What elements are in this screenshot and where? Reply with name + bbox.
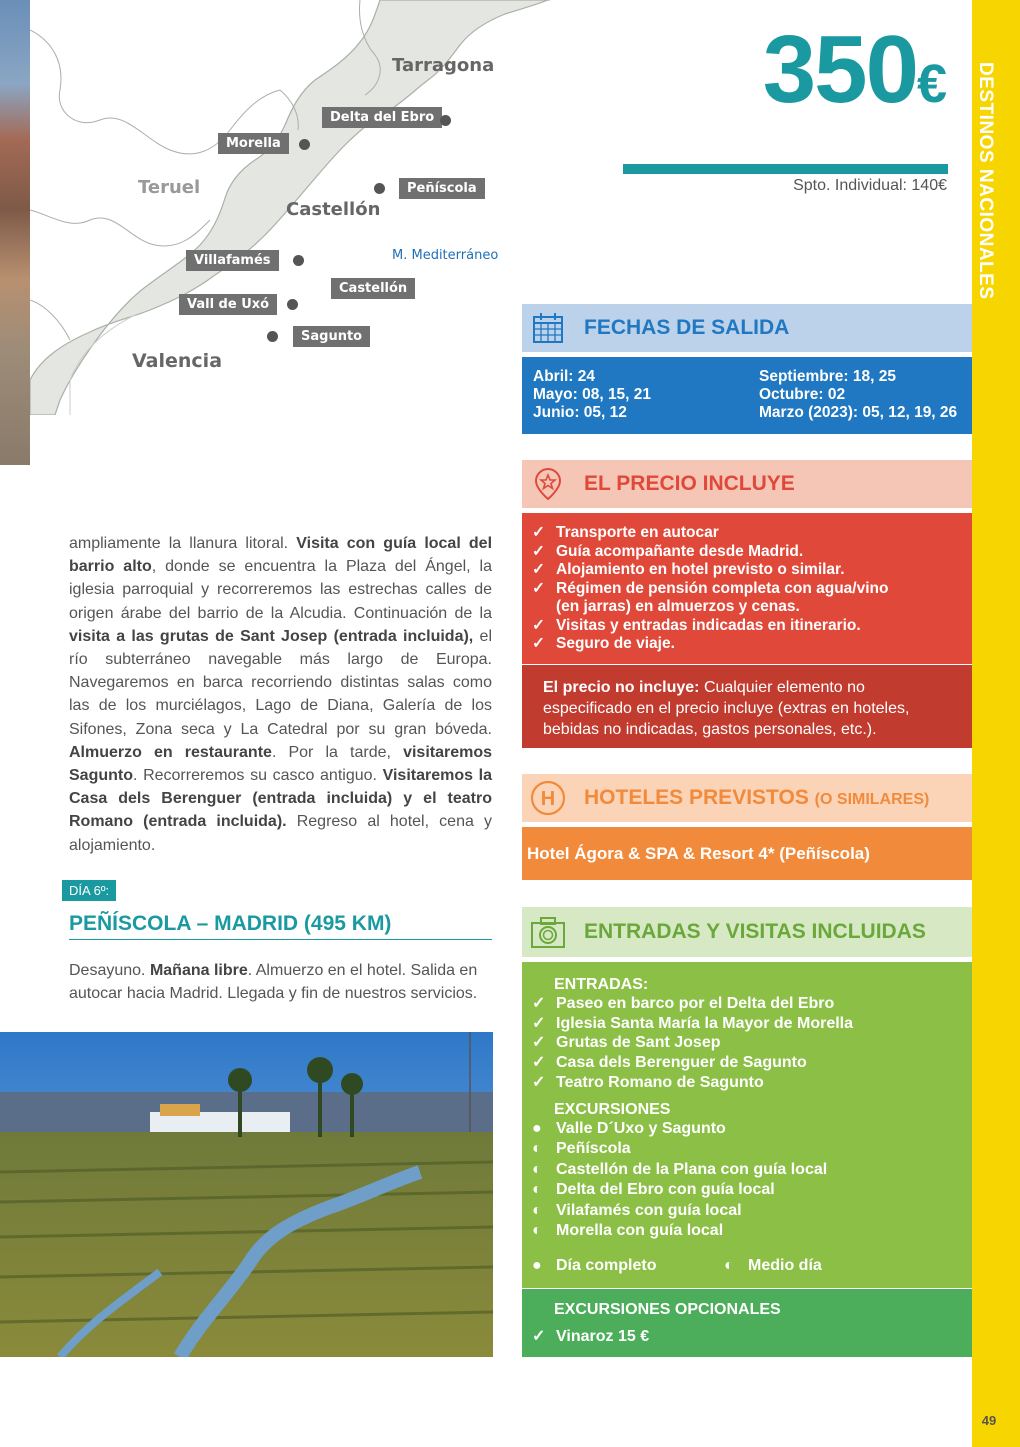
no-incluye-box — [522, 665, 972, 748]
route-map — [30, 0, 550, 415]
region-tarragona: Tarragona — [392, 55, 495, 76]
incluye-list — [522, 513, 972, 664]
incluye-title: EL PRECIO INCLUYE — [584, 472, 795, 495]
half-day-icon: ◐ — [532, 1140, 542, 1158]
price-currency: € — [916, 54, 945, 114]
incluye-item: ✓ Régimen de pensión completa con agua/vino — [532, 579, 889, 597]
no-incluye-text: Cualquier elemento no especificado en el precio incluye (extras en hoteles, bebidas no indicadas, gastos personales, etc.). — [543, 679, 910, 738]
hotel-icon — [530, 780, 566, 816]
fecha-line: Septiembre: 18, 25 — [759, 368, 896, 385]
opcional-item: ✓ Vinaroz 15 € — [532, 1328, 650, 1345]
fechas-col-right — [759, 368, 957, 422]
half-day-icon: ◐ — [532, 1181, 542, 1199]
fecha-line: Marzo (2023): 05, 12, 19, 26 — [759, 404, 958, 421]
fecha-line: Mayo: 08, 15, 21 — [533, 386, 652, 403]
price-amount: 350 — [762, 16, 917, 123]
price — [762, 16, 945, 123]
map-dot — [440, 115, 451, 126]
section-band-title: DESTINOS NACIONALES — [975, 62, 996, 300]
half-day-icon: ◐ — [532, 1222, 542, 1240]
hotel-name: Hotel Ágora & SPA & Resort 4* (Peñíscola) — [522, 827, 972, 880]
entradas-header — [522, 907, 972, 957]
fechas-header — [522, 304, 972, 352]
incluye-item: ✓ Transporte en autocar — [532, 524, 719, 541]
incluye-item-continued: (en jarras) en almuerzos y cenas. — [556, 598, 800, 615]
excursion-item: ◐ Morella con guía local — [532, 1221, 962, 1242]
region-valencia: Valencia — [132, 350, 223, 372]
fecha-line: Junio: 05, 12 — [533, 404, 627, 421]
camera-icon — [530, 914, 566, 950]
fecha-line: Abril: 24 — [533, 368, 596, 385]
rice-field-photo — [0, 1032, 493, 1357]
incluye-item: ✓ Alojamiento en hotel previsto o similar. — [532, 561, 845, 578]
map-dot — [299, 139, 310, 150]
left-photo-strip — [0, 0, 30, 465]
region-castellon: Castellón — [286, 199, 381, 220]
incluye-item: ✓ Visitas y entradas indicadas en itinerario. — [532, 616, 861, 634]
entrada-item: ✓ Teatro Romano de Sagunto — [532, 1073, 764, 1091]
entradas-label: ENTRADAS: — [554, 976, 649, 993]
half-day-icon: ◐ — [532, 1160, 542, 1178]
excursiones-label: EXCURSIONES — [554, 1100, 671, 1118]
hoteles-header — [522, 774, 972, 822]
map-tag-peniscola: Peñíscola — [399, 178, 485, 199]
fechas-body — [522, 357, 972, 434]
hoteles-suffix: (O SIMILARES) — [814, 791, 930, 808]
supplement-text: Spto. Individual: 140€ — [793, 177, 947, 194]
half-day-icon: ◐ — [532, 1201, 542, 1219]
itinerary-day5-text: ampliamente la llanura litoral. Visita con guía local del barrio alto, donde se encuentra la Plaza del Ángel, la iglesia parroquial y recorreremos las estrechas calles de origen árabe del barrio de la Alcudia. Continuación de la visita a las grutas de Sant Josep (entrada incluida), el río subterráneo navegable más largo de Europa. Navegaremos en barca recorriendo distintas salas como las de los murciélagos, Lago de Diana, Galería de los Sifones, Zona seca y La Catedral por su gran bóveda. Almuerzo en restaurante. Por la tarde, visitaremos Sagunto. Recorreremos su casco antiguo. Visitaremos la Casa dels Berenguer (entrada incluida) y el teatro Romano (entrada incluida). Regreso al hotel, cena y alojamiento. — [69, 535, 493, 854]
calendar-icon — [530, 310, 566, 346]
excursion-item: ● Valle D´Uxo y Sagunto — [532, 1119, 962, 1140]
opcionales-label: EXCURSIONES OPCIONALES — [554, 1301, 781, 1318]
map-dot — [374, 183, 385, 194]
map-tag-sagunto: Sagunto — [293, 326, 370, 347]
map-tag-villafames: Villafamés — [186, 250, 279, 271]
incluye-item: ✓ Seguro de viaje. — [532, 635, 675, 652]
map-dot — [267, 331, 278, 342]
full-day-icon: ● — [532, 1119, 542, 1137]
region-teruel: Teruel — [138, 177, 201, 198]
excursion-legend — [532, 1256, 962, 1276]
hoteles-title: HOTELES PREVISTOS (O SIMILARES) — [584, 786, 930, 809]
entradas-body — [522, 962, 972, 1288]
price-divider — [623, 164, 948, 174]
excursion-item: ◐ Castellón de la Plana con guía local — [532, 1160, 962, 1181]
page-number: 49 — [981, 1413, 997, 1428]
no-incluye-label: El precio no incluye: — [543, 679, 700, 696]
map-dot — [293, 255, 304, 266]
incluye-header — [522, 460, 972, 508]
day-badge: DÍA 6º: — [62, 880, 116, 901]
entrada-item: ✓ Paseo en barco por el Delta del Ebro — [532, 995, 835, 1012]
entrada-item: ✓ Casa dels Berenguer de Sagunto — [532, 1054, 807, 1072]
full-day-icon: ● — [532, 1256, 542, 1274]
fechas-col-left — [533, 368, 651, 422]
day6-heading: PEÑÍSCOLA – MADRID (495 KM) — [69, 912, 492, 940]
legend-half: Medio día — [748, 1256, 822, 1274]
map-tag-delta-del-ebro: Delta del Ebro — [322, 107, 442, 128]
legend-full: Día completo — [556, 1256, 657, 1274]
map-dot — [287, 299, 298, 310]
star-badge-icon — [530, 466, 566, 502]
excursion-item: ◐ Delta del Ebro con guía local — [532, 1180, 962, 1201]
map-tag-castellon: Castellón — [331, 278, 415, 299]
entradas-title: ENTRADAS Y VISITAS INCLUIDAS — [584, 920, 926, 943]
half-day-icon: ◐ — [724, 1256, 734, 1274]
incluye-item: ✓ Guía acompañante desde Madrid. — [532, 542, 804, 560]
excursion-item: ◐ Peñíscola — [532, 1139, 962, 1160]
itinerary-day6-text: Desayuno. Mañana libre. Almuerzo en el hotel. Salida en autocar hacia Madrid. Llegada y fin de nuestros servicios. — [69, 962, 478, 1002]
fecha-line: Octubre: 02 — [759, 386, 846, 403]
excursion-item: ◐ Vilafamés con guía local — [532, 1201, 962, 1222]
entrada-item: ✓ Grutas de Sant Josep — [532, 1034, 721, 1052]
entrada-item: ✓ Iglesia Santa María la Mayor de Morella — [532, 1014, 853, 1032]
svg-text:H: H — [540, 788, 556, 810]
opcionales-box — [522, 1289, 972, 1357]
map-tag-vall-de-uxo: Vall de Uxó — [179, 294, 277, 315]
map-tag-morella: Morella — [218, 133, 289, 154]
sea-label: M. Mediterráneo — [392, 248, 499, 263]
fechas-title: FECHAS DE SALIDA — [584, 316, 790, 339]
